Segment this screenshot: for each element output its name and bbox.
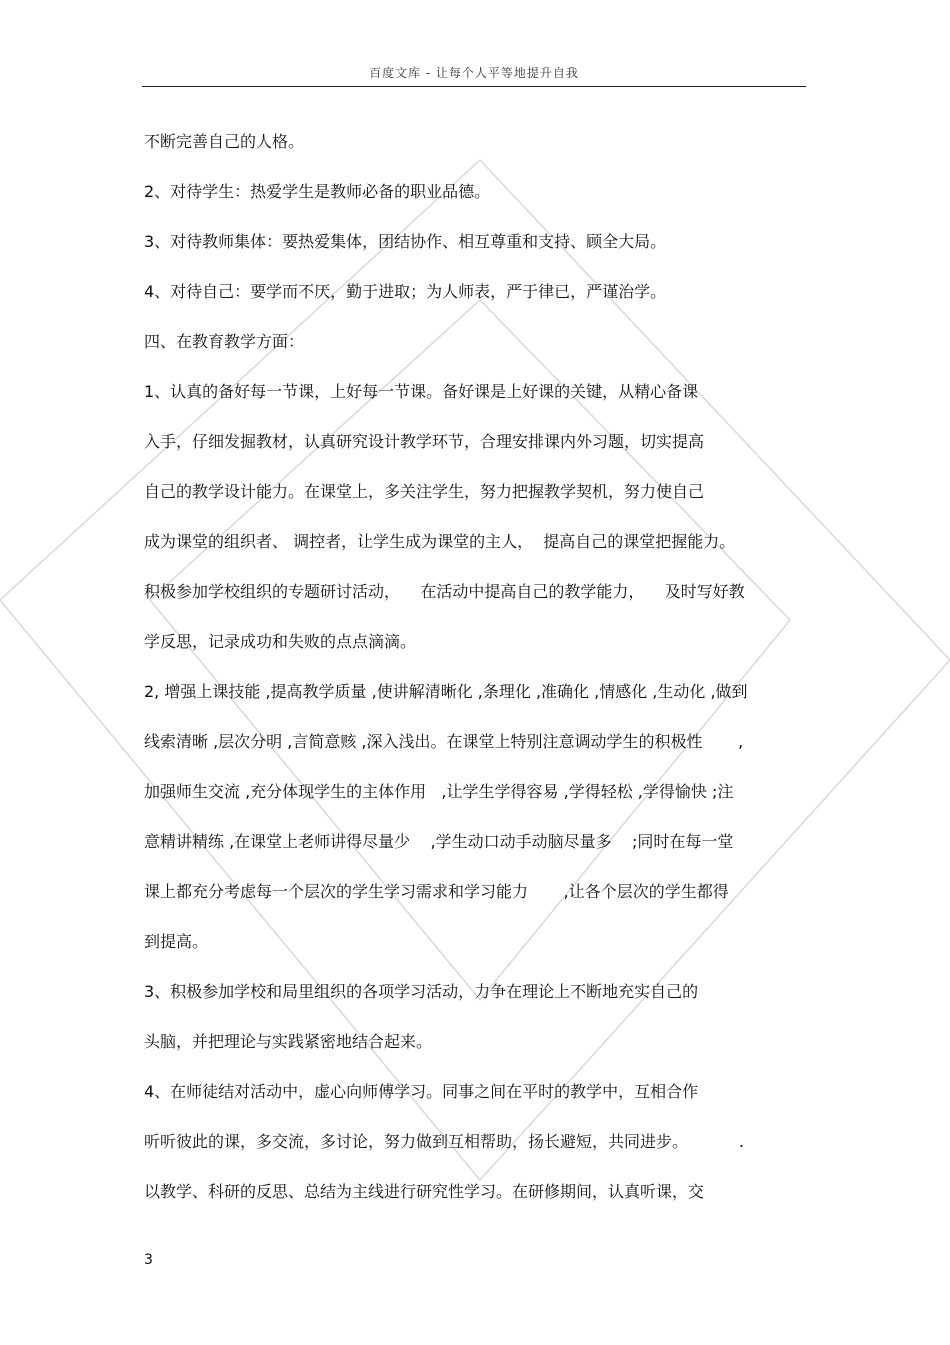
body-line: 头脑，并把理论与实践紧密地结合起来。 [144,1032,433,1051]
body-line: 成为课堂的组织者、 调控者，让学生成为课堂的主人， 提高自己的课堂把握能力。 [144,532,736,551]
page-header: 百度文库 - 让每个人平等地提升自我 [369,66,579,80]
body-line: 4、在师徒结对活动中，虚心向师傅学习。同事之间在平时的教学中，互相合作 [144,1082,699,1101]
body-line: 听听彼此的课，多交流，多讨论，努力做到互相帮助，扬长避短，共同进步。 . [144,1132,744,1151]
page-number: 3 [144,1252,153,1268]
body-line: 4、对待自己：要学而不厌，勤于进取；为人师表，严于律已，严谨治学。 [144,282,667,301]
body-line: 3、积极参加学校和局里组织的各项学习活动，力争在理论上不断地充实自己的 [144,982,699,1001]
body-line: 意精讲精练 ,在课堂上老师讲得尽量少 ,学生动口动手动脑尽量多 ;同时在每一堂 [144,832,734,851]
body-line: 线索清晰 ,层次分明 ,言简意赅 ,深入浅出。在课堂上特别注意调动学生的积极性 , [144,732,744,751]
body-line: 学反思，记录成功和失败的点点滴滴。 [144,632,417,651]
body-line: 2, 增强上课技能 ,提高教学质量 ,使讲解清晰化 ,条理化 ,准确化 ,情感化 ,生动化 ,做到 [144,682,748,701]
section-heading: 四、在教育教学方面： [144,332,305,351]
body-line: 自己的教学设计能力。在课堂上，多关注学生，努力把握教学契机，努力使自己 [144,482,705,501]
body-line: 3、对待教师集体：要热爱集体，团结协作、相互尊重和支持、顾全大局。 [144,232,667,251]
body-line: 以教学、科研的反思、总结为主线进行研究性学习。在研修期间，认真听课，交 [144,1182,705,1201]
body-line: 入手，仔细发掘教材，认真研究设计教学环节，合理安排课内外习题，切实提高 [144,432,705,451]
body-line: 课上都充分考虑每一个层次的学生学习需求和学习能力 ,让各个层次的学生都得 [144,882,729,901]
header-divider [142,86,806,87]
body-line: 到提高。 [144,932,209,951]
body-line: 加强师生交流 ,充分体现学生的主体作用 ,让学生学得容易 ,学得轻松 ,学得愉快 ;注 [144,782,734,801]
body-line: 1、认真的备好每一节课，上好每一节课。备好课是上好课的关键，从精心备课 [144,382,699,401]
body-line: 积极参加学校组织的专题研讨活动， 在活动中提高自己的教学能力， 及时写好教 [144,582,745,601]
body-line: 2、对待学生：热爱学生是教师必备的职业品德。 [144,182,491,201]
body-line: 不断完善自己的人格。 [144,132,305,151]
